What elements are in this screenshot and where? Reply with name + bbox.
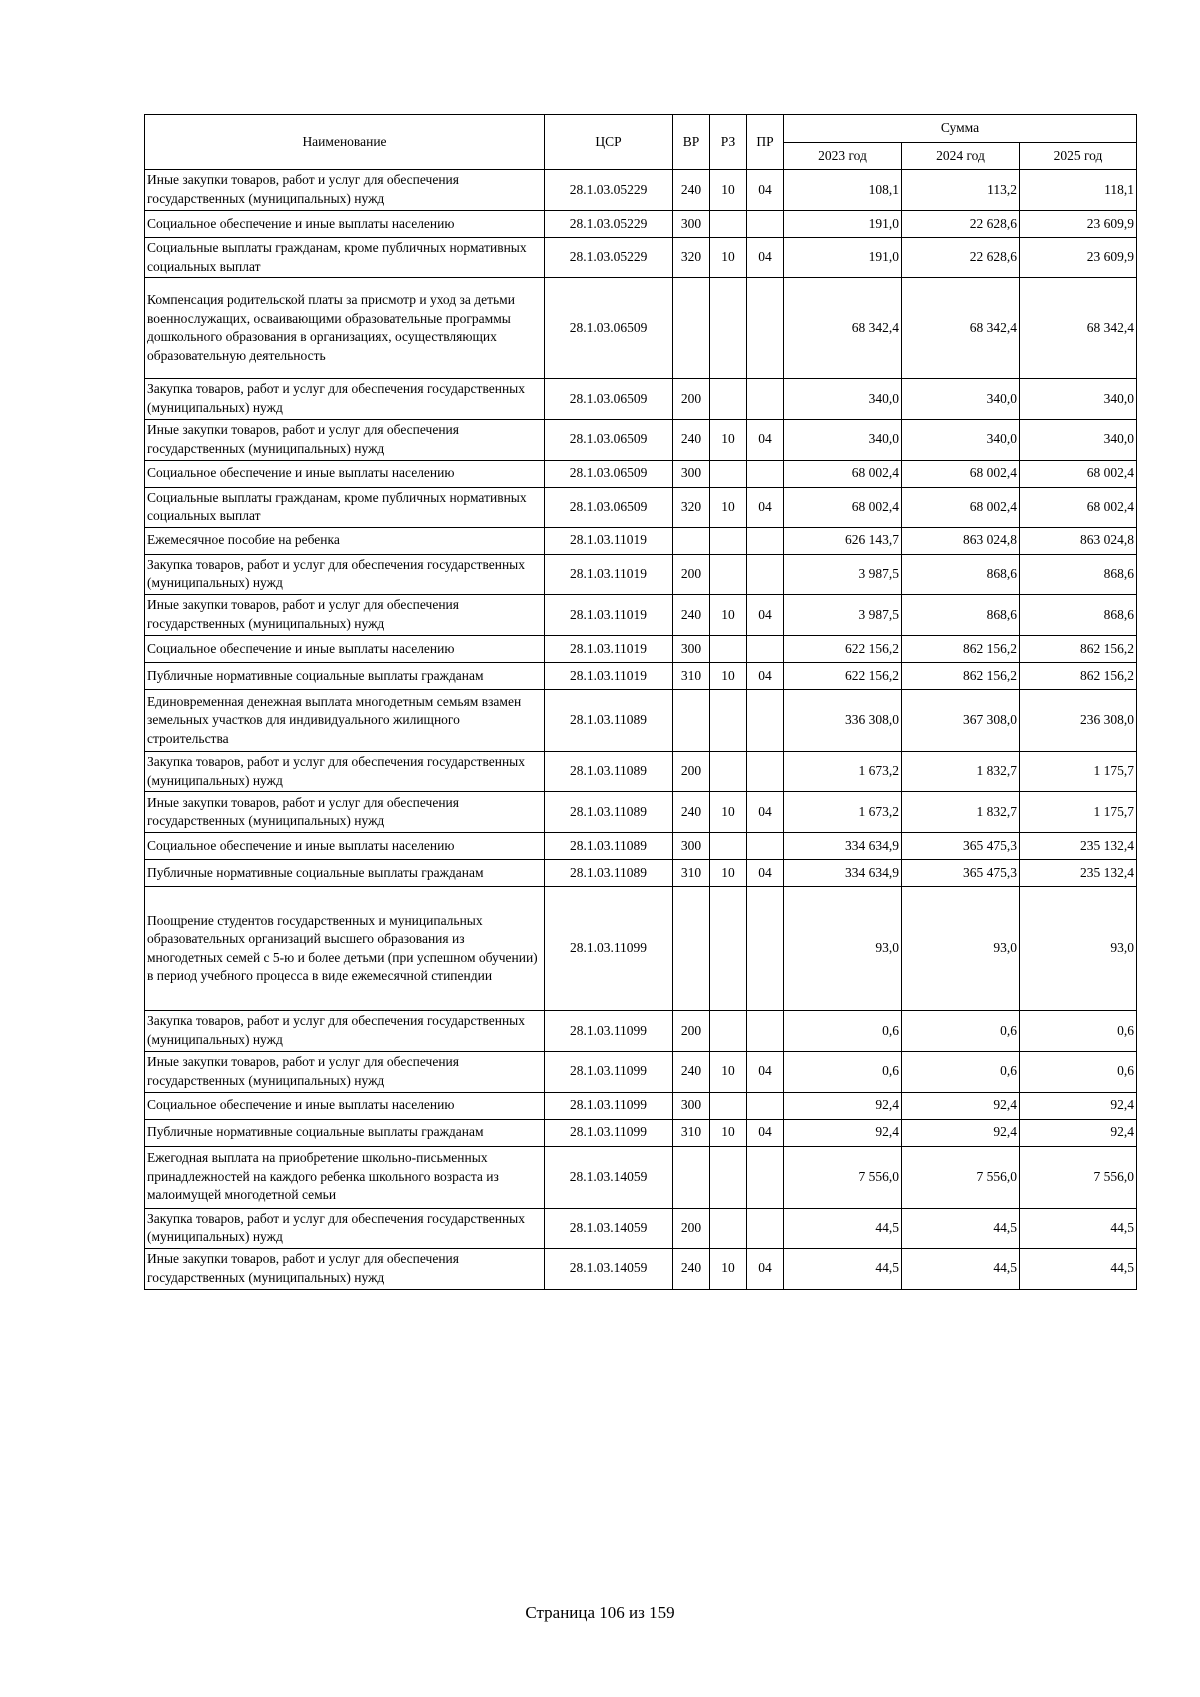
row-name: Социальные выплаты гражданам, кроме публичных нормативных социальных выплат: [145, 238, 545, 278]
row-pr: [747, 460, 784, 487]
row-csr: 28.1.03.11019: [545, 554, 673, 594]
row-rz: 10: [710, 792, 747, 833]
row-sum-2024: 44,5: [902, 1208, 1020, 1248]
row-sum-2025: 235 132,4: [1020, 833, 1137, 860]
table-row: [145, 278, 1137, 379]
row-pr: [747, 554, 784, 594]
row-name: Иные закупки товаров, работ и услуг для обеспечения государственных (муниципальных) нужд: [145, 792, 545, 833]
row-csr: 28.1.03.11099: [545, 1119, 673, 1146]
row-name: Социальное обеспечение и иные выплаты населению: [145, 211, 545, 238]
row-csr: 28.1.03.11099: [545, 887, 673, 1011]
row-sum-2025: 862 156,2: [1020, 636, 1137, 663]
row-rz: [710, 1208, 747, 1248]
table-row: [145, 419, 1137, 460]
row-pr: 04: [747, 170, 784, 211]
row-csr: 28.1.03.06509: [545, 460, 673, 487]
row-sum-2025: 92,4: [1020, 1092, 1137, 1119]
row-sum-2023: 44,5: [784, 1208, 902, 1248]
table-row: [145, 487, 1137, 527]
row-vr: 200: [673, 554, 710, 594]
table-row: [145, 833, 1137, 860]
row-pr: [747, 1092, 784, 1119]
row-pr: [747, 690, 784, 752]
table-row: [145, 554, 1137, 594]
row-pr: [747, 379, 784, 419]
row-vr: 240: [673, 1051, 710, 1092]
row-csr: 28.1.03.11019: [545, 595, 673, 636]
row-pr: [747, 1011, 784, 1051]
row-sum-2023: 191,0: [784, 211, 902, 238]
row-csr: 28.1.03.06509: [545, 419, 673, 460]
row-sum-2025: 0,6: [1020, 1051, 1137, 1092]
row-sum-2023: 0,6: [784, 1051, 902, 1092]
row-pr: 04: [747, 487, 784, 527]
row-sum-2023: 93,0: [784, 887, 902, 1011]
row-pr: 04: [747, 860, 784, 887]
row-sum-2024: 0,6: [902, 1051, 1020, 1092]
row-csr: 28.1.03.14059: [545, 1146, 673, 1208]
row-rz: [710, 379, 747, 419]
row-name: Публичные нормативные социальные выплаты гражданам: [145, 860, 545, 887]
row-vr: 200: [673, 379, 710, 419]
row-sum-2023: 334 634,9: [784, 860, 902, 887]
row-sum-2024: 68 002,4: [902, 487, 1020, 527]
row-sum-2025: 92,4: [1020, 1119, 1137, 1146]
row-vr: [673, 690, 710, 752]
row-csr: 28.1.03.11089: [545, 752, 673, 792]
row-rz: [710, 211, 747, 238]
table-row: [145, 690, 1137, 752]
row-sum-2025: 7 556,0: [1020, 1146, 1137, 1208]
row-sum-2024: 1 832,7: [902, 752, 1020, 792]
row-vr: 320: [673, 487, 710, 527]
row-vr: 200: [673, 1011, 710, 1051]
row-csr: 28.1.03.11019: [545, 527, 673, 554]
table-row: [145, 211, 1137, 238]
row-sum-2023: 7 556,0: [784, 1146, 902, 1208]
header-year-2025: 2025 год: [1020, 143, 1137, 170]
row-vr: 310: [673, 663, 710, 690]
row-rz: [710, 690, 747, 752]
row-name: Закупка товаров, работ и услуг для обеспечения государственных (муниципальных) нужд: [145, 1011, 545, 1051]
row-sum-2023: 108,1: [784, 170, 902, 211]
row-sum-2024: 367 308,0: [902, 690, 1020, 752]
row-name: Закупка товаров, работ и услуг для обеспечения государственных (муниципальных) нужд: [145, 752, 545, 792]
row-rz: 10: [710, 1119, 747, 1146]
row-sum-2023: 191,0: [784, 238, 902, 278]
row-rz: [710, 752, 747, 792]
row-rz: 10: [710, 487, 747, 527]
row-sum-2024: 863 024,8: [902, 527, 1020, 554]
row-sum-2025: 44,5: [1020, 1208, 1137, 1248]
row-sum-2025: 1 175,7: [1020, 752, 1137, 792]
row-sum-2023: 340,0: [784, 419, 902, 460]
row-sum-2024: 365 475,3: [902, 833, 1020, 860]
row-vr: 240: [673, 170, 710, 211]
table-row: [145, 1051, 1137, 1092]
row-sum-2025: 862 156,2: [1020, 663, 1137, 690]
row-sum-2024: 92,4: [902, 1119, 1020, 1146]
row-rz: 10: [710, 595, 747, 636]
row-pr: [747, 527, 784, 554]
row-rz: 10: [710, 663, 747, 690]
row-name: Ежегодная выплата на приобретение школьно-письменных принадлежностей на каждого ребенка школьного возраста из малоимущей многодетной семьи: [145, 1146, 545, 1208]
row-sum-2024: 68 342,4: [902, 278, 1020, 379]
row-pr: [747, 636, 784, 663]
row-pr: [747, 211, 784, 238]
row-vr: 300: [673, 460, 710, 487]
row-sum-2024: 1 832,7: [902, 792, 1020, 833]
row-csr: 28.1.03.11019: [545, 663, 673, 690]
row-csr: 28.1.03.14059: [545, 1248, 673, 1289]
table-row: [145, 792, 1137, 833]
row-pr: 04: [747, 663, 784, 690]
row-csr: 28.1.03.11099: [545, 1092, 673, 1119]
row-pr: 04: [747, 1248, 784, 1289]
row-rz: [710, 1011, 747, 1051]
row-rz: [710, 887, 747, 1011]
table-row: [145, 170, 1137, 211]
row-sum-2024: 365 475,3: [902, 860, 1020, 887]
row-sum-2025: 0,6: [1020, 1011, 1137, 1051]
row-sum-2024: 44,5: [902, 1248, 1020, 1289]
table-row: [145, 860, 1137, 887]
row-vr: 240: [673, 419, 710, 460]
row-sum-2024: 93,0: [902, 887, 1020, 1011]
row-name: Иные закупки товаров, работ и услуг для обеспечения государственных (муниципальных) нужд: [145, 595, 545, 636]
row-rz: [710, 460, 747, 487]
row-sum-2025: 863 024,8: [1020, 527, 1137, 554]
row-sum-2025: 1 175,7: [1020, 792, 1137, 833]
header-pr: ПР: [747, 115, 784, 170]
row-sum-2023: 92,4: [784, 1119, 902, 1146]
row-csr: 28.1.03.06509: [545, 379, 673, 419]
row-vr: [673, 1146, 710, 1208]
row-pr: [747, 1208, 784, 1248]
table-row: [145, 636, 1137, 663]
row-sum-2025: 23 609,9: [1020, 238, 1137, 278]
row-csr: 28.1.03.11089: [545, 792, 673, 833]
row-pr: 04: [747, 1051, 784, 1092]
row-sum-2025: 68 342,4: [1020, 278, 1137, 379]
row-csr: 28.1.03.05229: [545, 170, 673, 211]
row-sum-2023: 1 673,2: [784, 792, 902, 833]
row-vr: 300: [673, 211, 710, 238]
row-vr: 240: [673, 595, 710, 636]
row-sum-2025: 118,1: [1020, 170, 1137, 211]
table-row: [145, 595, 1137, 636]
table-row: [145, 1092, 1137, 1119]
row-sum-2025: 868,6: [1020, 595, 1137, 636]
row-sum-2024: 7 556,0: [902, 1146, 1020, 1208]
row-sum-2023: 1 673,2: [784, 752, 902, 792]
table-row: [145, 527, 1137, 554]
table-row: [145, 1146, 1137, 1208]
row-rz: [710, 636, 747, 663]
row-sum-2024: 0,6: [902, 1011, 1020, 1051]
row-sum-2024: 862 156,2: [902, 636, 1020, 663]
row-name: Поощрение студентов государственных и муниципальных образовательных организаций высшего образования из многодетных семей с 5-ю и более детьми (при успешном обучении) в период учебного процесса в виде ежемесячной стипендии: [145, 887, 545, 1011]
row-name: Публичные нормативные социальные выплаты гражданам: [145, 663, 545, 690]
table-row: [145, 1208, 1137, 1248]
row-sum-2025: 23 609,9: [1020, 211, 1137, 238]
row-sum-2023: 340,0: [784, 379, 902, 419]
table-row: [145, 1248, 1137, 1289]
table-row: [145, 1011, 1137, 1051]
table-row: [145, 663, 1137, 690]
row-rz: [710, 1092, 747, 1119]
row-pr: 04: [747, 595, 784, 636]
table-row: [145, 752, 1137, 792]
table-row: [145, 238, 1137, 278]
row-sum-2023: 336 308,0: [784, 690, 902, 752]
row-pr: [747, 1146, 784, 1208]
row-sum-2023: 44,5: [784, 1248, 902, 1289]
header-name: Наименование: [145, 115, 545, 170]
row-name: Социальное обеспечение и иные выплаты населению: [145, 460, 545, 487]
table-row: [145, 887, 1137, 1011]
row-rz: [710, 554, 747, 594]
row-rz: 10: [710, 238, 747, 278]
row-name: Ежемесячное пособие на ребенка: [145, 527, 545, 554]
row-sum-2025: 236 308,0: [1020, 690, 1137, 752]
row-name: Социальное обеспечение и иные выплаты населению: [145, 833, 545, 860]
table-row: [145, 460, 1137, 487]
row-name: Иные закупки товаров, работ и услуг для обеспечения государственных (муниципальных) нужд: [145, 419, 545, 460]
row-sum-2023: 68 002,4: [784, 487, 902, 527]
row-rz: 10: [710, 1051, 747, 1092]
row-sum-2023: 68 002,4: [784, 460, 902, 487]
row-pr: [747, 887, 784, 1011]
row-sum-2025: 93,0: [1020, 887, 1137, 1011]
row-csr: 28.1.03.11089: [545, 833, 673, 860]
row-vr: 300: [673, 636, 710, 663]
row-csr: 28.1.03.11099: [545, 1011, 673, 1051]
row-sum-2024: 92,4: [902, 1092, 1020, 1119]
row-csr: 28.1.03.06509: [545, 487, 673, 527]
row-name: Закупка товаров, работ и услуг для обеспечения государственных (муниципальных) нужд: [145, 1208, 545, 1248]
row-sum-2025: 68 002,4: [1020, 487, 1137, 527]
row-csr: 28.1.03.05229: [545, 211, 673, 238]
header-year-2023: 2023 год: [784, 143, 902, 170]
row-name: Публичные нормативные социальные выплаты гражданам: [145, 1119, 545, 1146]
row-name: Единовременная денежная выплата многодетным семьям взамен земельных участков для индивидуального жилищного строительства: [145, 690, 545, 752]
row-name: Социальное обеспечение и иные выплаты населению: [145, 636, 545, 663]
row-vr: 240: [673, 792, 710, 833]
row-vr: 310: [673, 1119, 710, 1146]
row-pr: 04: [747, 1119, 784, 1146]
header-vr: ВР: [673, 115, 710, 170]
row-name: Закупка товаров, работ и услуг для обеспечения государственных (муниципальных) нужд: [145, 379, 545, 419]
row-csr: 28.1.03.11019: [545, 636, 673, 663]
row-sum-2023: 626 143,7: [784, 527, 902, 554]
row-name: Иные закупки товаров, работ и услуг для обеспечения государственных (муниципальных) нужд: [145, 1051, 545, 1092]
row-csr: 28.1.03.14059: [545, 1208, 673, 1248]
row-sum-2023: 622 156,2: [784, 663, 902, 690]
row-sum-2023: 92,4: [784, 1092, 902, 1119]
row-name: Иные закупки товаров, работ и услуг для обеспечения государственных (муниципальных) нужд: [145, 170, 545, 211]
row-rz: [710, 833, 747, 860]
row-csr: 28.1.03.11089: [545, 860, 673, 887]
budget-table: [144, 114, 1137, 1290]
row-sum-2023: 334 634,9: [784, 833, 902, 860]
row-csr: 28.1.03.05229: [545, 238, 673, 278]
row-sum-2024: 862 156,2: [902, 663, 1020, 690]
row-sum-2025: 68 002,4: [1020, 460, 1137, 487]
row-name: Закупка товаров, работ и услуг для обеспечения государственных (муниципальных) нужд: [145, 554, 545, 594]
row-csr: 28.1.03.11099: [545, 1051, 673, 1092]
row-csr: 28.1.03.11089: [545, 690, 673, 752]
row-vr: 300: [673, 833, 710, 860]
row-vr: 320: [673, 238, 710, 278]
row-sum-2023: 68 342,4: [784, 278, 902, 379]
header-year-2024: 2024 год: [902, 143, 1020, 170]
row-pr: 04: [747, 238, 784, 278]
row-sum-2024: 340,0: [902, 379, 1020, 419]
row-sum-2024: 22 628,6: [902, 211, 1020, 238]
row-sum-2025: 340,0: [1020, 379, 1137, 419]
row-rz: 10: [710, 170, 747, 211]
row-sum-2024: 868,6: [902, 595, 1020, 636]
row-vr: [673, 527, 710, 554]
header-rz: РЗ: [710, 115, 747, 170]
row-sum-2024: 22 628,6: [902, 238, 1020, 278]
table-row: [145, 1119, 1137, 1146]
row-pr: [747, 752, 784, 792]
page-number: Страница 106 из 159: [525, 1603, 675, 1622]
table-header: [145, 115, 1137, 170]
row-sum-2024: 340,0: [902, 419, 1020, 460]
row-pr: [747, 833, 784, 860]
row-vr: 200: [673, 752, 710, 792]
row-pr: [747, 278, 784, 379]
row-sum-2024: 868,6: [902, 554, 1020, 594]
row-vr: 240: [673, 1248, 710, 1289]
row-name: Социальное обеспечение и иные выплаты населению: [145, 1092, 545, 1119]
row-sum-2025: 235 132,4: [1020, 860, 1137, 887]
row-vr: 310: [673, 860, 710, 887]
header-sum: Сумма: [784, 115, 1137, 143]
row-rz: [710, 1146, 747, 1208]
row-vr: [673, 887, 710, 1011]
row-vr: 200: [673, 1208, 710, 1248]
row-sum-2024: 113,2: [902, 170, 1020, 211]
row-csr: 28.1.03.06509: [545, 278, 673, 379]
row-pr: 04: [747, 419, 784, 460]
row-sum-2023: 3 987,5: [784, 595, 902, 636]
row-sum-2023: 622 156,2: [784, 636, 902, 663]
row-rz: 10: [710, 419, 747, 460]
row-name: Социальные выплаты гражданам, кроме публичных нормативных социальных выплат: [145, 487, 545, 527]
row-rz: 10: [710, 1248, 747, 1289]
header-csr: ЦСР: [545, 115, 673, 170]
table-body: [145, 170, 1137, 1290]
row-sum-2023: 0,6: [784, 1011, 902, 1051]
row-rz: [710, 278, 747, 379]
row-sum-2025: 44,5: [1020, 1248, 1137, 1289]
row-vr: [673, 278, 710, 379]
row-pr: 04: [747, 792, 784, 833]
row-vr: 300: [673, 1092, 710, 1119]
row-sum-2025: 868,6: [1020, 554, 1137, 594]
row-rz: [710, 527, 747, 554]
row-name: Компенсация родительской платы за присмотр и уход за детьми военнослужащих, осваивающими образовательные программы дошкольного образования в организациях, осуществляющих образовательную деятельность: [145, 278, 545, 379]
row-sum-2023: 3 987,5: [784, 554, 902, 594]
row-sum-2025: 340,0: [1020, 419, 1137, 460]
table-row: [145, 379, 1137, 419]
row-sum-2024: 68 002,4: [902, 460, 1020, 487]
row-rz: 10: [710, 860, 747, 887]
row-name: Иные закупки товаров, работ и услуг для обеспечения государственных (муниципальных) нужд: [145, 1248, 545, 1289]
